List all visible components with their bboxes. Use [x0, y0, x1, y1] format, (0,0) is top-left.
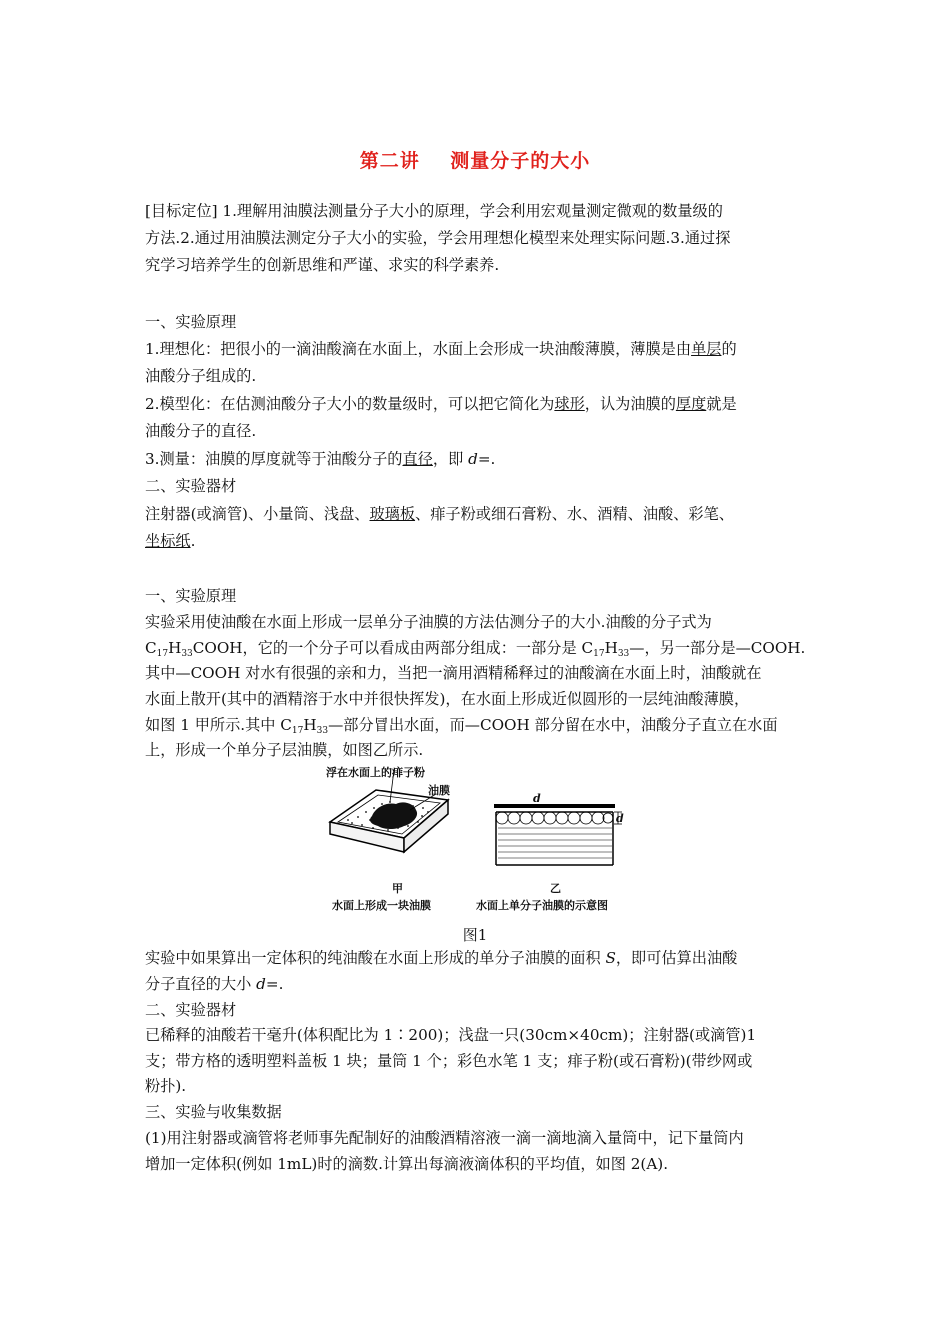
paragraph-line: (1)用注射器或滴管将老师事先配制好的油酸酒精溶液一滴一滴地滴入量筒中，记下量筒内 — [145, 1129, 744, 1147]
underlined-term: 单层 — [691, 340, 722, 358]
paragraph-line: 注射器(或滴管)、小量筒、浅盘、玻璃板、痱子粉或细石膏粉、水、酒精、油酸、彩笔、 — [145, 505, 734, 523]
label-film: 油膜 — [428, 784, 450, 797]
goal-line-1: [目标定位] 1.理解用油膜法测量分子大小的原理，学会利用宏观量测定微观的数量级的 — [145, 202, 723, 220]
caption-yi: 水面上单分子油膜的示意图 — [476, 899, 608, 912]
paragraph-line: 实验采用使油酸在水面上形成一层单分子油膜的方法估测分子的大小.油酸的分子式为 — [145, 613, 712, 631]
paragraph-line: 2.模型化：在估测油酸分子大小的数量级时，可以把它简化为球形，认为油膜的厚度就是 — [145, 395, 737, 413]
paragraph-line: 实验中如果算出一定体积的纯油酸在水面上形成的单分子油膜的面积 S，即可估算出油酸 — [145, 949, 738, 967]
underlined-term: 直径 — [402, 450, 433, 468]
label-yi: 乙 — [550, 882, 561, 895]
section-heading: 二、实验器材 — [145, 1001, 237, 1019]
oil-film-diagram — [318, 760, 638, 915]
paragraph-line: 分子直径的大小 d=. — [145, 975, 284, 993]
page-title: 第二讲 测量分子的大小 — [359, 150, 591, 172]
figure-caption: 图1 — [462, 926, 488, 944]
paragraph-line: 上，形成一个单分子层油膜，如图乙所示. — [145, 741, 424, 759]
paragraph-line: 水面上散开(其中的酒精溶于水中并很快挥发)，在水面上形成近似圆形的一层纯油酸薄膜， — [145, 690, 750, 708]
caption-jia: 水面上形成一块油膜 — [332, 899, 431, 912]
paragraph-line: 粉扑). — [145, 1077, 187, 1095]
label-jia: 甲 — [392, 882, 403, 895]
monolayer-illustration — [494, 804, 622, 865]
label-powder: 浮在水面上的痱子粉 — [326, 766, 425, 779]
paragraph-line: 其中—COOH 对水有很强的亲和力，当把一滴用酒精稀释过的油酸滴在水面上时，油酸就在 — [145, 664, 762, 682]
paragraph-line: 坐标纸. — [145, 532, 196, 550]
paragraph-line: 3.测量：油膜的厚度就等于油酸分子的直径，即 d=. — [145, 450, 496, 468]
paragraph-line: 增加一定体积(例如 1mL)时的滴数.计算出每滴液滴体积的平均值，如图 2(A). — [145, 1155, 669, 1173]
paragraph-line: 油酸分子的直径. — [145, 422, 257, 440]
label-d-top: d — [533, 792, 541, 805]
section-heading: 二、实验器材 — [145, 477, 237, 495]
goal-tag: [目标定位] — [145, 202, 218, 220]
paragraph-line: $C_{17}H_{33}COOH$，它的一个分子可以看成由两部分组成：一部分是 $C_{17}H_{33}—$，另一部分是—COOH. — [145, 639, 806, 659]
paragraph-line: 1.理想化：把很小的一滴油酸滴在水面上，水面上会形成一块油酸薄膜，薄膜是由单层的 — [145, 340, 737, 358]
label-d-side: d — [616, 812, 624, 825]
paragraph-line: 支；带方格的透明塑料盖板 1 块；量筒 1 个；彩色水笔 1 支；痱子粉(或石膏粉)(带纱网或 — [145, 1052, 753, 1070]
goal-line-3: 究学习培养学生的创新思维和严谨、求实的科学素养. — [145, 256, 500, 274]
paragraph-line: 油酸分子组成的. — [145, 367, 257, 385]
section-heading: 一、实验原理 — [145, 313, 237, 331]
underlined-term: 玻璃板 — [369, 505, 416, 523]
underlined-term: 坐标纸 — [145, 532, 191, 550]
figure-1 — [318, 760, 638, 915]
underlined-term: 球形 — [554, 395, 585, 413]
underlined-term: 厚度 — [675, 395, 707, 413]
paragraph-line: 如图 1 甲所示.其中 $C_{17}H_{33}—$部分冒出水面，而—COOH 部分留在水中，油酸分子直立在水面 — [145, 716, 778, 736]
paragraph-line: 已稀释的油酸若干毫升(体积配比为 1∶200)；浅盘一只(30cm×40cm)；注射器(或滴管)1 — [145, 1026, 757, 1044]
goal-line-2: 方法.2.通过用油膜法测定分子大小的实验，学会用理想化模型来处理实际问题.3.通过探 — [145, 229, 731, 247]
section-heading: 三、实验与收集数据 — [145, 1103, 282, 1121]
section-heading: 一、实验原理 — [145, 587, 237, 605]
